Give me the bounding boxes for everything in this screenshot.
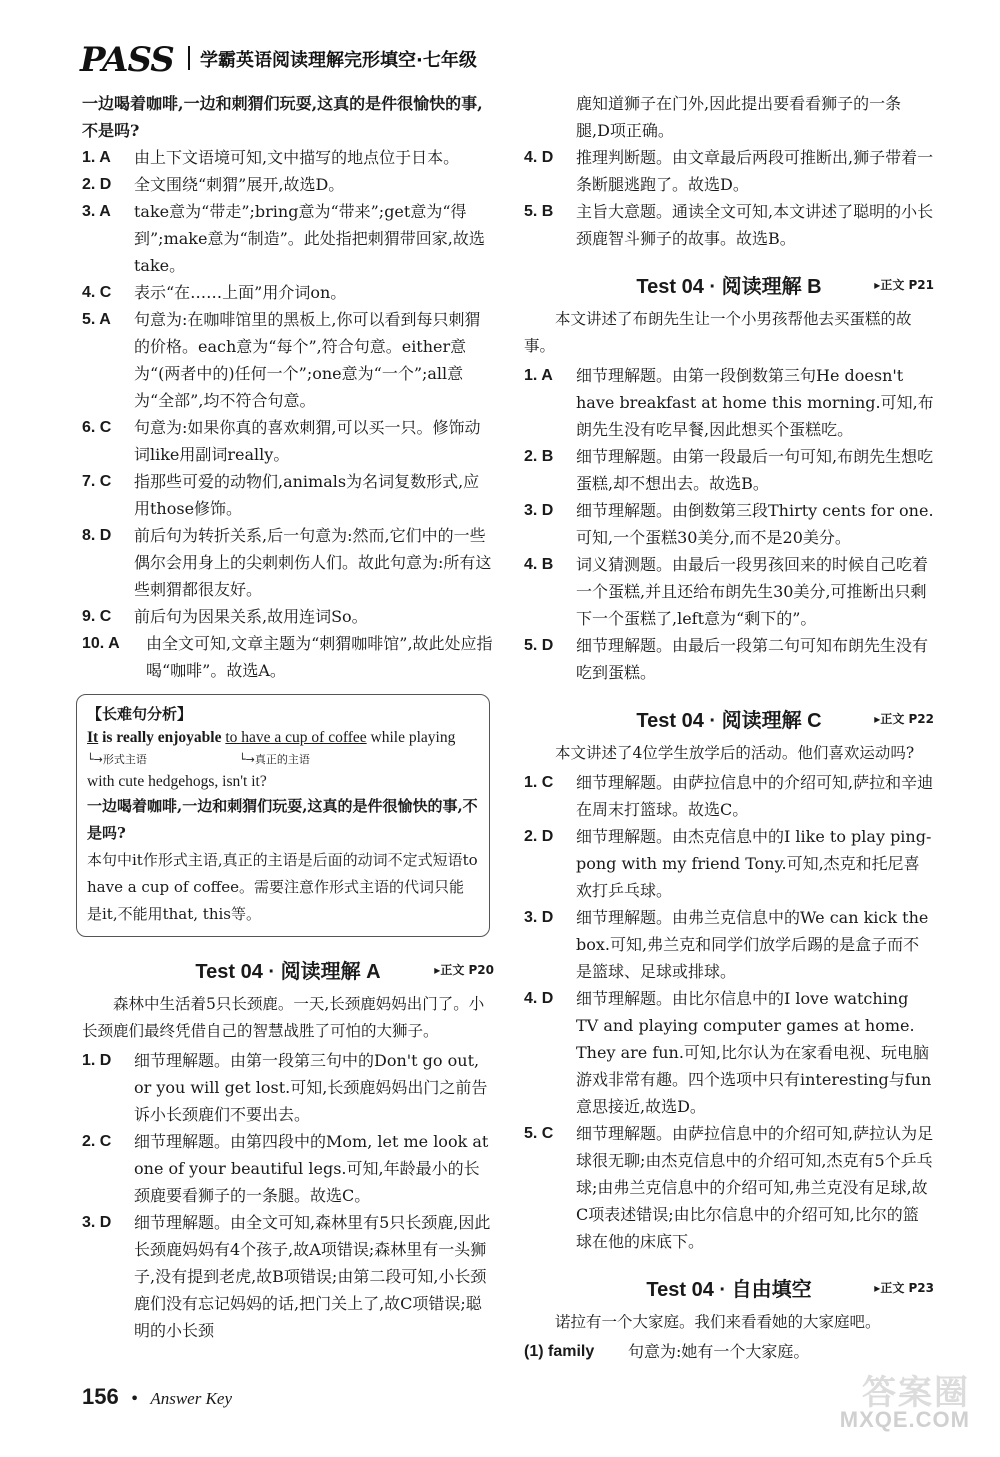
answer-explanation: 前后句为因果关系,故用连词So。: [134, 607, 368, 626]
answer-item: [524, 985, 934, 1120]
answer-explanation: 表示“在……上面”用介词on。: [134, 283, 347, 302]
answer-explanation: 句意为:她有一个大家庭。: [628, 1342, 810, 1361]
book-title: 学霸英语阅读理解完形填空·七年级: [200, 50, 477, 71]
answer-explanation: 细节理解题。由弗兰克信息中的We can kick the box.可知,弗兰克和同学们放学后踢的是盒子而不是篮球、足球或排球。: [576, 908, 929, 981]
answer-item: [524, 497, 934, 551]
answer-number: 4. B: [524, 556, 554, 573]
sentence-predicate: is really enjoyable: [102, 729, 222, 746]
real-subject: to have a cup of coffee: [225, 729, 367, 746]
answer-number: 5. B: [524, 203, 554, 220]
answer-item: [82, 279, 494, 306]
answer-list-a: [82, 1047, 494, 1344]
answer-number: 4. C: [82, 284, 112, 301]
page-ref-c: ▸正文 P22: [874, 712, 934, 726]
answer-explanation: 细节理解题。由萨拉信息中的介绍可知,萨拉和辛迪在周末打篮球。故选C。: [576, 773, 934, 819]
answer-explanation: 细节理解题。由比尔信息中的I love watching TV and playing computer games at home. They are fun.可知,比尔认为在家看电视、玩电脑游戏非常有趣。四个选项中只有interesting与fun意思接近,故选D。: [576, 989, 932, 1116]
answer-number: 4. D: [524, 149, 554, 166]
watermark-url: MXQE.COM: [839, 1407, 970, 1432]
answer-item: [82, 603, 494, 630]
section-title-a: Test 04 · 阅读理解 A ▸正文 P20: [195, 961, 494, 983]
answer-number: 3. D: [524, 502, 554, 519]
answer-number: 5. A: [82, 311, 111, 328]
answer-number: 1. A: [82, 149, 111, 166]
answer-explanation: 句意为:在咖啡馆里的黑板上,你可以看到每只刺猬的价格。each意为“每个”,符合句意。either意为“(两者中的)任何一个”;one意为“一个”;all意为“全部”,均不符合句意。: [134, 310, 481, 410]
answer-explanation: take意为“带走”;bring意为“带来”;get意为“得到”;make意为“制造”。此处指把刺猬带回家,故选take。: [134, 202, 485, 275]
continued-translation: 一边喝着咖啡,一边和刺猬们玩耍,这真的是件很愉快的事,不是吗?: [82, 94, 483, 140]
analysis-sentence-line2: with cute hedgehogs, isn't it?: [87, 773, 267, 790]
answer-item: [82, 171, 494, 198]
section-c-intro: 本文讲述了4位学生放学后的活动。他们喜欢运动吗?: [555, 744, 915, 762]
answer-item: [524, 198, 934, 252]
answer-item: [524, 823, 934, 904]
pass-logo: PASS: [80, 40, 174, 80]
answer-explanation: 由全文可知,文章主题为“刺猬咖啡馆”,故此处应指喝“咖啡”。故选A。: [146, 634, 493, 680]
answer-list-cloze: [82, 144, 494, 684]
answer-number: 9. C: [82, 608, 112, 625]
answer-number: 1. A: [524, 367, 553, 384]
answer-explanation: 指那些可爱的动物们,animals为名词复数形式,应用those修饰。: [134, 472, 480, 518]
page-ref-b: ▸正文 P21: [874, 278, 934, 292]
answer-number: 4. D: [524, 990, 554, 1007]
answer-number: 1. D: [82, 1052, 112, 1069]
answer-item: [524, 1120, 934, 1255]
answer-explanation: 细节理解题。由第四段中的Mom, let me look at one of your beautiful legs.可知,年龄最小的长颈鹿要看狮子的一条腿。故选C。: [134, 1132, 489, 1205]
answer-item: [524, 144, 934, 198]
answer-number: 2. D: [82, 176, 112, 193]
answer-number: 5. C: [524, 1125, 554, 1142]
answer-item: [82, 1047, 494, 1128]
answer-item: [524, 443, 934, 497]
answer-item: [82, 144, 494, 171]
analysis-explanation: 本句中it作形式主语,真正的主语是后面的动词不定式短语to have a cup of coffee。需要注意作形式主语的代词只能是it,不能用that, this等。: [87, 851, 478, 923]
watermark-text: 答案圈: [862, 1373, 970, 1413]
section-title-c: Test 04 · 阅读理解 C ▸正文 P22: [636, 710, 934, 732]
answer-item: [82, 468, 494, 522]
analysis-sentence-line1: [87, 727, 479, 749]
continued-answer: 鹿知道狮子在门外,因此提出要看看狮子的一条腿,D项正确。: [576, 94, 902, 140]
answer-item: [82, 306, 494, 414]
sentence-analysis-box: [76, 694, 490, 937]
answer-item: [82, 198, 494, 279]
watermark-logo: [830, 1365, 970, 1435]
answer-explanation: 主旨大意题。通读全文可知,本文讲述了聪明的小长颈鹿智斗狮子的故事。故选B。: [576, 202, 934, 248]
answer-number: 8. D: [82, 527, 112, 544]
answer-explanation: 词义猜测题。由最后一段男孩回来的时候自己吃着一个蛋糕,并且还给布朗先生30美分,可推断出只剩下一个蛋糕了,left意为“剩下的”。: [576, 555, 929, 628]
section-title-d: Test 04 · 自由填空 ▸正文 P23: [646, 1279, 934, 1301]
section-d-intro: 诺拉有一个大家庭。我们来看看她的大家庭吧。: [555, 1313, 881, 1331]
answer-explanation: 细节理解题。由第一段倒数第三句He doesn't have breakfast at home this morning.可知,布朗先生没有吃早餐,因此想买个蛋糕吃。: [576, 366, 934, 439]
answer-list-c: [524, 769, 934, 1255]
answer-number: 3. D: [82, 1214, 112, 1231]
answer-number: 5. D: [524, 637, 554, 654]
formal-subject-label: └→形式主语: [87, 753, 147, 766]
answer-item: [82, 522, 494, 603]
footer-bullet: •: [129, 1389, 140, 1408]
answer-item: [82, 1209, 494, 1344]
header-divider: [188, 46, 190, 70]
answer-item: [524, 904, 934, 985]
section-title-b: Test 04 · 阅读理解 B ▸正文 P21: [636, 276, 934, 298]
answer-explanation: 细节理解题。由第一段第三句中的Don't go out, or you will get lost.可知,长颈鹿妈妈出门之前告诉小长颈鹿们不要出去。: [134, 1051, 488, 1124]
answer-number: 2. D: [524, 828, 554, 845]
right-column: [524, 90, 934, 1365]
page-footer: [82, 1384, 232, 1410]
answer-explanation: 细节理解题。由萨拉信息中的介绍可知,萨拉认为足球很无聊;由杰克信息中的介绍可知,杰克有5个乒乓球;由弗兰克信息中的介绍可知,弗兰克没有足球,故C项表述错误;由比尔信息中的介绍可知,比尔的篮球在他的床底下。: [576, 1124, 934, 1251]
answer-item: [524, 1338, 934, 1365]
answer-number: 6. C: [82, 419, 112, 436]
left-column: [82, 90, 494, 1344]
answer-item: [524, 362, 934, 443]
answer-item: [82, 1128, 494, 1209]
analysis-annotations: [87, 749, 479, 771]
footer-label: Answer Key: [150, 1389, 233, 1408]
answer-explanation: 由上下文语境可知,文中描写的地点位于日本。: [134, 148, 460, 167]
formal-subject: It: [87, 729, 99, 746]
analysis-translation: 一边喝着咖啡,一边和刺猬们玩耍,这真的是件很愉快的事,不是吗?: [87, 797, 478, 842]
answer-explanation: 细节理解题。由第一段最后一句可知,布朗先生想吃蛋糕,却不想出去。故选B。: [576, 447, 934, 493]
section-a-intro: 森林中生活着5只长颈鹿。一天,长颈鹿妈妈出门了。小长颈鹿们最终凭借自己的智慧战胜了可怕的大狮子。: [82, 995, 485, 1040]
answer-number: 10. A: [82, 635, 120, 652]
answer-number: 3. A: [82, 203, 111, 220]
answer-item: [524, 551, 934, 632]
page-number: 156: [82, 1384, 119, 1409]
answer-explanation: 细节理解题。由倒数第三段Thirty cents for one.可知,一个蛋糕30美分,而不是20美分。: [576, 501, 934, 547]
answer-explanation: 细节理解题。由杰克信息中的I like to play ping-pong with my friend Tony.可知,杰克和托尼喜欢打乒乓球。: [576, 827, 932, 900]
answer-number: 2. C: [82, 1133, 112, 1150]
answer-explanation: 推理判断题。由文章最后两段可推断出,狮子带着一条断腿逃跑了。故选D。: [576, 148, 934, 194]
answer-explanation: 全文围绕“刺猬”展开,故选D。: [134, 175, 345, 194]
answer-explanation: 前后句为转折关系,后一句意为:然而,它们中的一些偶尔会用身上的尖刺刺伤人们。故此句意为:所有这些刺猬都很友好。: [134, 526, 492, 599]
answer-item: [524, 632, 934, 686]
section-b-intro: 本文讲述了布朗先生让一个小男孩帮他去买蛋糕的故事。: [524, 310, 912, 355]
answer-number: 1. C: [524, 774, 554, 791]
answer-list-b: [524, 362, 934, 686]
page-ref-d: ▸正文 P23: [874, 1281, 934, 1295]
answer-explanation: 细节理解题。由最后一段第二句可知布朗先生没有吃到蛋糕。: [576, 636, 929, 682]
page-header: [80, 40, 500, 80]
sentence-rest: while playing: [370, 729, 456, 746]
answer-number: 7. C: [82, 473, 112, 490]
answer-list-d: [524, 1338, 934, 1365]
answer-explanation: 细节理解题。由全文可知,森林里有5只长颈鹿,因此长颈鹿妈妈有4个孩子,故A项错误;森林里有一头狮子,没有提到老虎,故B项错误;由第二段可知,小长颈鹿们没有忘记妈妈的话,把门关上了,故C项错误;聪明的小长颈: [134, 1213, 491, 1340]
answer-number: 2. B: [524, 448, 554, 465]
page-ref-a: ▸正文 P20: [434, 963, 494, 977]
answer-number: (1) family: [524, 1343, 595, 1360]
answer-list-a-cont: [524, 144, 934, 252]
answer-item: [82, 414, 494, 468]
answer-number: 3. D: [524, 909, 554, 926]
analysis-title: 【长难句分析】: [87, 705, 193, 723]
answer-item: [524, 769, 934, 823]
real-subject-label: └→真正的主语: [239, 753, 310, 766]
answer-item: [82, 630, 494, 684]
answer-explanation: 句意为:如果你真的喜欢刺猬,可以买一只。修饰动词like用副词really。: [134, 418, 481, 464]
